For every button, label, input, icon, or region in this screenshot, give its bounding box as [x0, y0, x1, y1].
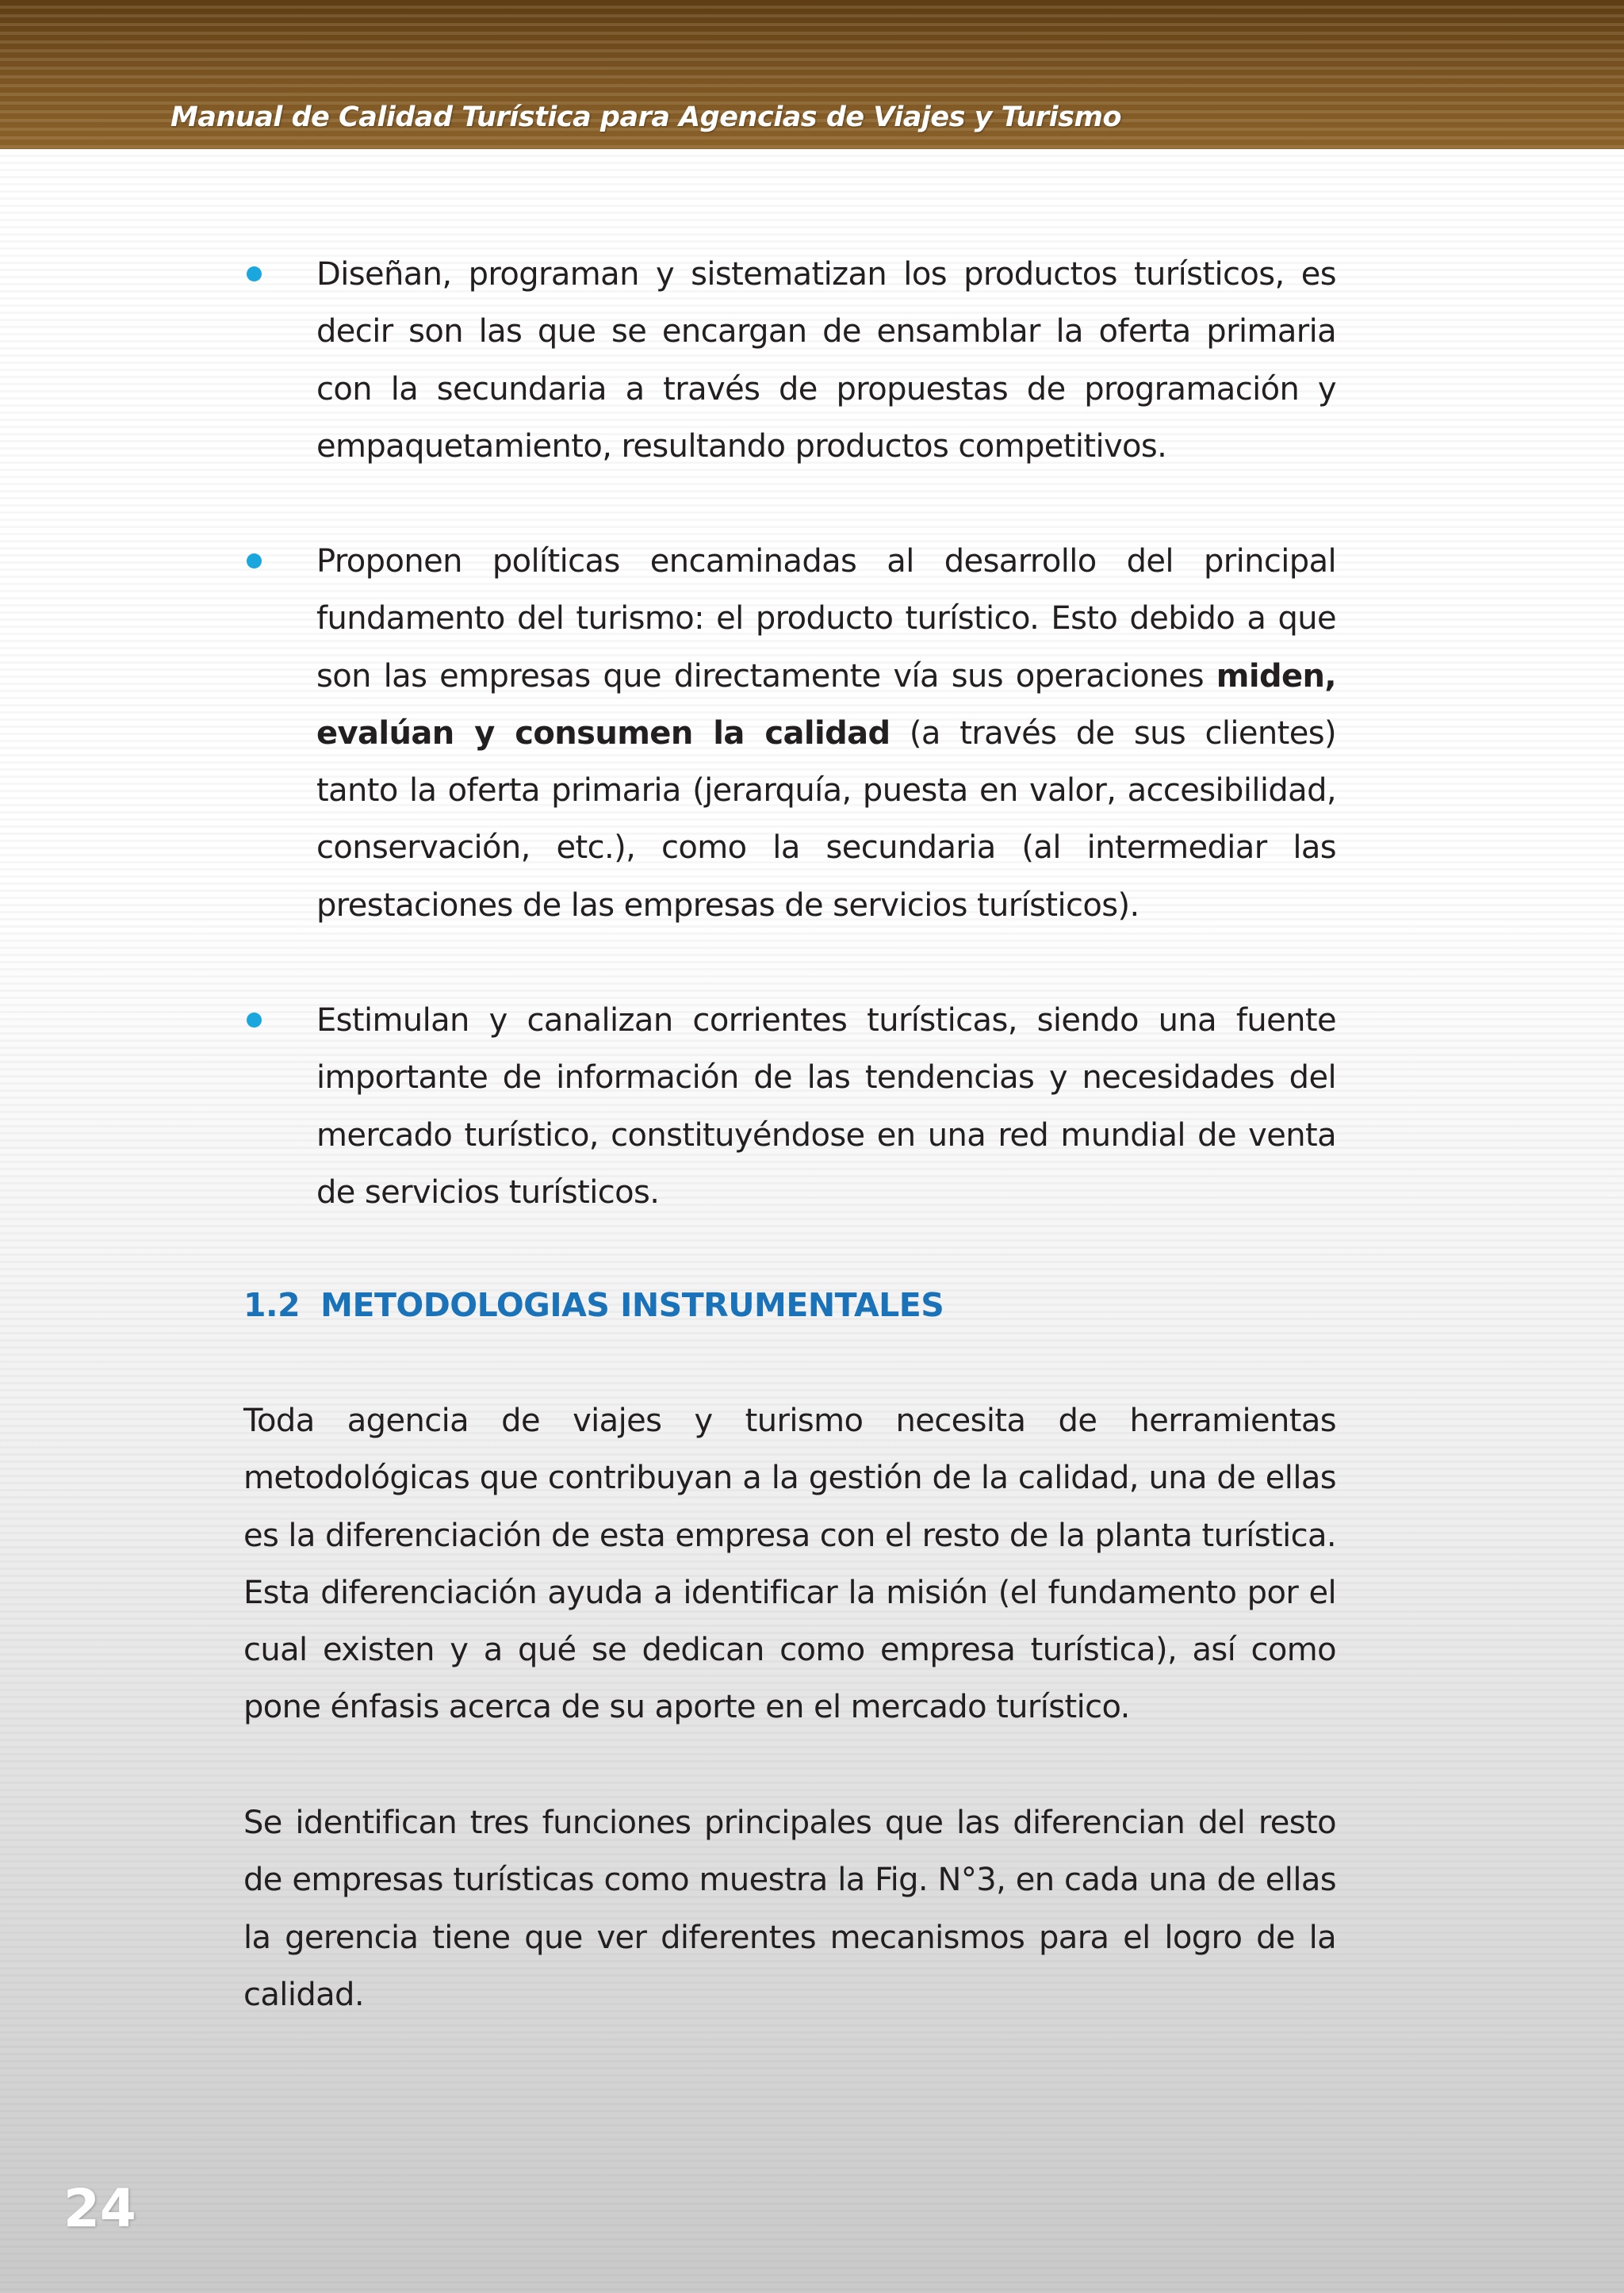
page-number: 24 [63, 2178, 136, 2239]
body-paragraph: Se identifican tres funciones principales que las diferencian del resto de empresas turísticas como muestra la Fig. N°3, en cada una de ellas la gerencia tiene que ver diferentes mecanismos para el logro de la calidad. [243, 1805, 1336, 2013]
bullet-item [243, 992, 1336, 1221]
bullet-item [243, 246, 1336, 475]
body-paragraph: Toda agencia de viajes y turismo necesita de herramientas metodológicas que contribuyan a la gestión de la calidad, una de ellas es la diferenciación de esta empresa con el resto de la planta turística. Esta diferenciación ayuda a identificar la misión (el fundamento por el cual existen y a qué se dedican como empresa turística), así como pone énfasis acerca de su aporte en el mercado turístico. [243, 1403, 1336, 1726]
running-header-title: Manual de Calidad Turística para Agencias de Viajes y Turismo [170, 101, 1122, 133]
bullet-text [316, 992, 1336, 1221]
bullet-text-segment: Proponen políticas encaminadas al desarrollo del principal fundamento del turismo: el producto turístico. Esto debido a que son las empresas que directamente vía sus operaciones [316, 543, 1336, 695]
section-number: 1.2 [243, 1286, 301, 1324]
bullet-text-segment: Estimulan y canalizan corrientes turísticas, siendo una fuente importante de información de las tendencias y necesidades del mercado turístico, constituyéndose en una red mundial de venta de servicios turísticos. [316, 1002, 1336, 1211]
bullet-text [316, 246, 1336, 475]
bullet-text-segment: Diseñan, programan y sistematizan los productos turísticos, es decir son las que se encargan de ensamblar la oferta primaria con la secundaria a través de propuestas de programación y empaquetamiento, resultando productos competitivos. [316, 256, 1336, 465]
bullet-dot-icon [247, 266, 262, 281]
bullet-item [243, 533, 1336, 934]
bullet-text-segment: (a través de sus clientes) tanto la oferta primaria (jerarquía, puesta en valor, accesibilidad, conservación, etc.), como la secundaria (al intermediar las prestaciones de las empresas de servicios turísticos). [316, 714, 1336, 924]
bullet-dot-icon [247, 1013, 262, 1028]
section-title: METODOLOGIAS INSTRUMENTALES [320, 1286, 944, 1324]
bullet-text [316, 533, 1336, 934]
bullet-dot-icon [247, 553, 262, 568]
section-heading [243, 1283, 1336, 1327]
page-header-band [0, 0, 1624, 149]
bullet-bold-emphasis: miden, evalúan y consumen la calidad [316, 657, 1336, 752]
